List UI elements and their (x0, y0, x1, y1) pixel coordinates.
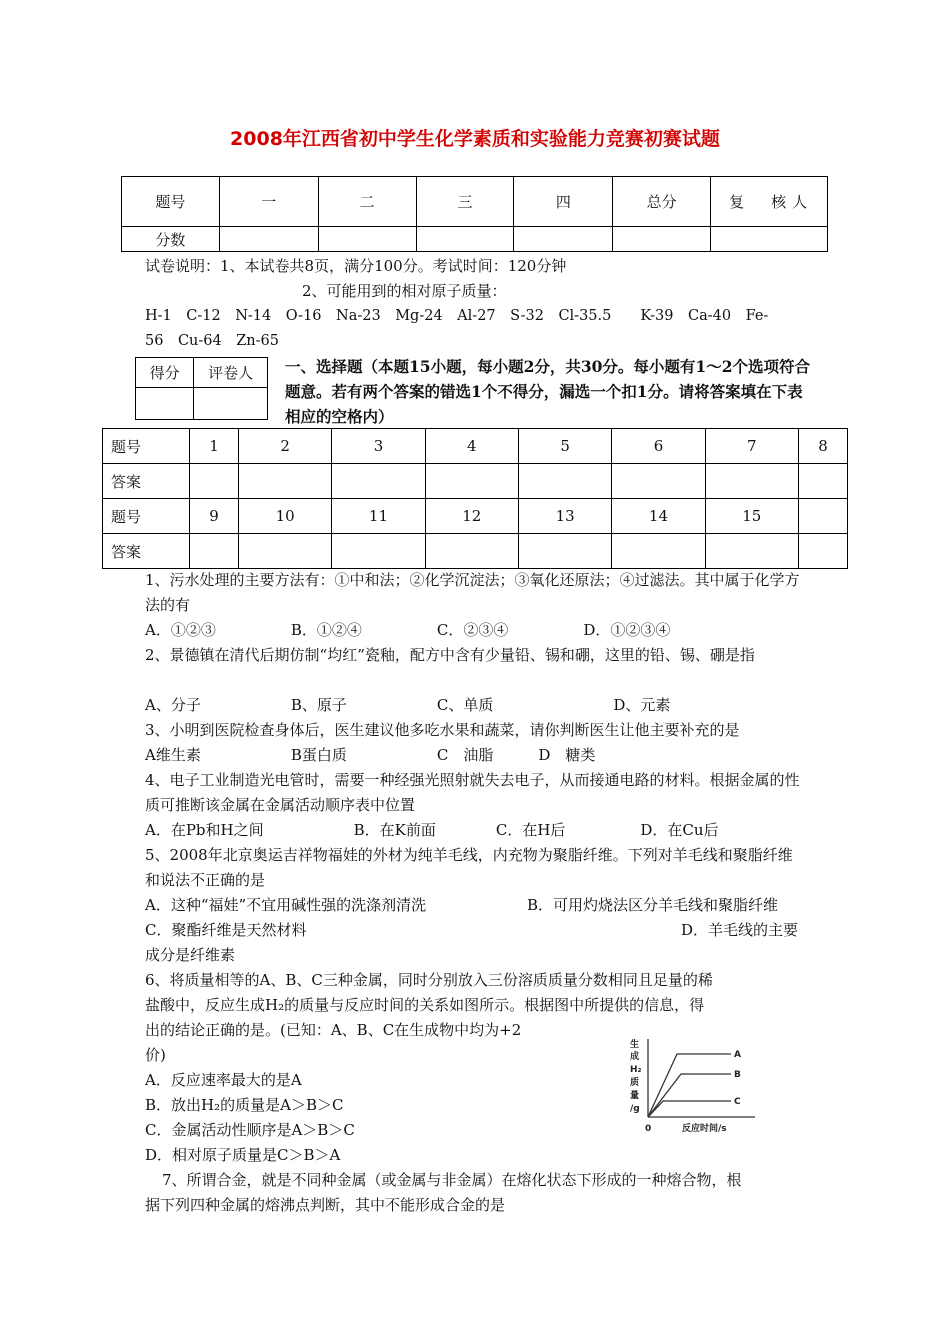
grader-score-cell[interactable] (136, 388, 194, 420)
answer-row-label: 答案 (103, 464, 190, 499)
answer-cell[interactable] (612, 534, 705, 569)
score-header-cell: 复 核人 (711, 177, 828, 227)
question-6-line: 价) (145, 1046, 166, 1064)
score-cell[interactable] (416, 227, 514, 252)
question-6-option-a: A．反应速率最大的是A (145, 1071, 302, 1089)
score-header-cell: 题号 (122, 177, 220, 227)
question-5-option-d-cont: 成分是纤维素 (145, 946, 236, 964)
question-4: 4、电子工业制造光电管时，需要一种经强光照射就失去电子，从而接通电路的材料。根据金属的性质可推断该金属在金属活动顺序表中位置 (145, 771, 800, 814)
question-1: 1、污水处理的主要方法有：①中和法；②化学沉淀法；③氧化还原法；④过滤法。其中属于化学方法的有 (145, 571, 800, 614)
score-header-cell: 总分 (613, 177, 711, 227)
grader-name-label: 评卷人 (194, 358, 268, 388)
graph-ylabel-char: /g (630, 1104, 640, 1114)
score-cell[interactable] (318, 227, 416, 252)
score-header-cell: 一 (219, 177, 318, 227)
question-7-line: 7、所谓合金，就是不同种金属（或金属与非金属）在熔化状态下形成的一种熔合物，根 (162, 1171, 742, 1189)
question-3-options: A维生素 B蛋白质 C 油脂 D 糖类 (145, 746, 596, 764)
answer-cell[interactable] (190, 464, 239, 499)
score-cell[interactable] (613, 227, 711, 252)
question-number: 6 (612, 429, 705, 464)
graph-origin: 0 (645, 1124, 652, 1134)
answer-cell[interactable] (518, 464, 611, 499)
graph-ylabel-char: 质 (630, 1078, 640, 1088)
answer-cell[interactable] (798, 534, 847, 569)
answer-cell[interactable] (238, 464, 331, 499)
question-number: 1 (190, 429, 239, 464)
question-3: 3、小明到医院检查身体后，医生建议他多吃水果和蔬菜，请你判断医生让他主要补充的是 (145, 721, 740, 739)
question-number: 5 (518, 429, 611, 464)
graph-curve-b (648, 1074, 731, 1117)
note-line: 2、可能用到的相对原子质量： (302, 282, 507, 300)
note-line: 试卷说明：1、本试卷共8页，满分100分。考试时间：120分钟 (145, 257, 567, 275)
answer-cell[interactable] (425, 464, 518, 499)
answer-cell[interactable] (238, 534, 331, 569)
answer-cell[interactable] (612, 464, 705, 499)
question-5-option-b: B．可用灼烧法区分羊毛线和聚脂纤维 (527, 896, 779, 914)
answer-row-label: 题号 (103, 429, 190, 464)
question-number: 3 (332, 429, 425, 464)
answer-cell[interactable] (518, 534, 611, 569)
question-number: 7 (705, 429, 798, 464)
graph-xlabel: 反应时间/s (682, 1124, 727, 1134)
score-header-cell: 三 (416, 177, 514, 227)
graph-curve-label-a: A (734, 1050, 741, 1060)
question-number: 14 (612, 499, 705, 534)
answer-cell[interactable] (798, 464, 847, 499)
graph-curve-label-b: B (734, 1070, 741, 1080)
score-cell[interactable] (219, 227, 318, 252)
question-6-line: 盐酸中，反应生成H₂的质量与反应时间的关系如图所示。根据图中所提供的信息，得 (145, 996, 705, 1014)
answer-table (102, 428, 848, 569)
answer-cell[interactable] (190, 534, 239, 569)
question-number: 8 (798, 429, 847, 464)
question-number: 12 (425, 499, 518, 534)
answer-row-label: 答案 (103, 534, 190, 569)
grader-score-label: 得分 (136, 358, 194, 388)
question-number: 11 (332, 499, 425, 534)
question-4-options: A．在Pb和H之间 B．在K前面 C．在H后 D．在Cu后 (145, 821, 719, 839)
question-5-option-a: A．这种“福娃”不宜用碱性强的洗涤剂清洗 (145, 896, 427, 914)
graph-ylabel-char: 量 (630, 1091, 640, 1101)
question-6-option-b: B．放出H₂的质量是A＞B＞C (145, 1096, 344, 1114)
grader-name-cell[interactable] (194, 388, 268, 420)
question-number (798, 499, 847, 534)
masses-line: H-1 C-12 N-14 O-16 Na-23 Mg-24 Al-27 S-32 Cl-35.5 K-39 Ca-40 Fe- (145, 308, 769, 324)
answer-cell[interactable] (425, 534, 518, 569)
score-header-cell: 二 (318, 177, 416, 227)
graph-ylabel-char: H₂ (630, 1065, 642, 1075)
graph-ylabel-char: 成 (630, 1052, 640, 1062)
page-title: 2008年江西省初中学生化学素质和实验能力竞赛初赛试题 (230, 128, 720, 150)
score-header-cell: 四 (514, 177, 613, 227)
score-row-label: 分数 (122, 227, 220, 252)
score-cell[interactable] (514, 227, 613, 252)
score-table (121, 176, 828, 252)
question-6-line: 6、将质量相等的A、B、C三种金属，同时分别放入三份溶质质量分数相同且足量的稀 (145, 971, 713, 989)
graph-curve-label-c: C (734, 1097, 741, 1107)
question-2-options: A、分子 B、原子 C、单质 D、元素 (145, 696, 671, 714)
question-number: 9 (190, 499, 239, 534)
question-number: 15 (705, 499, 798, 534)
question-1-options: A．①②③ B．①②④ C．②③④ D．①②③④ (145, 621, 671, 639)
answer-cell[interactable] (705, 464, 798, 499)
question-number: 13 (518, 499, 611, 534)
masses-line: 56 Cu-64 Zn-65 (145, 333, 279, 349)
section-heading: 一、选择题（本题15小题，每小题2分，共30分。每小题有1～2个选项符合题意。若有两个答案的错选1个不得分，漏选一个扣1分。请将答案填在下表相应的空格内） (285, 357, 810, 426)
question-6-option-c: C．金属活动性顺序是A＞B＞C (145, 1121, 355, 1139)
answer-cell[interactable] (705, 534, 798, 569)
question-5: 5、2008年北京奥运吉祥物福娃的外材为纯羊毛线，内充物为聚脂纤维。下列对羊毛线和聚脂纤维和说法不正确的是 (145, 846, 793, 889)
question-7-line: 据下列四种金属的熔沸点判断，其中不能形成合金的是 (145, 1196, 506, 1214)
graph-curve-a (648, 1054, 731, 1117)
score-cell[interactable] (711, 227, 828, 252)
graph-curve-c (648, 1101, 731, 1117)
question-5-option-c: C．聚酯纤维是天然材料 (145, 921, 307, 939)
answer-cell[interactable] (332, 464, 425, 499)
question-number: 10 (238, 499, 331, 534)
question-6-option-d: D．相对原子质量是C＞B＞A (145, 1146, 341, 1164)
h2-reaction-graph (627, 1035, 762, 1137)
question-2: 2、景德镇在清代后期仿制“均红”瓷釉，配方中含有少量铅、锡和硼，这里的铅、锡、硼是指 (145, 646, 755, 664)
answer-row-label: 题号 (103, 499, 190, 534)
question-6-line: 出的结论正确的是。(已知：A、B、C在生成物中均为+2 (145, 1021, 522, 1039)
question-number: 2 (238, 429, 331, 464)
question-5-option-d: D．羊毛线的主要 (681, 921, 799, 939)
answer-cell[interactable] (332, 534, 425, 569)
graph-ylabel-char: 生 (630, 1040, 640, 1050)
question-number: 4 (425, 429, 518, 464)
grader-box (135, 357, 268, 420)
